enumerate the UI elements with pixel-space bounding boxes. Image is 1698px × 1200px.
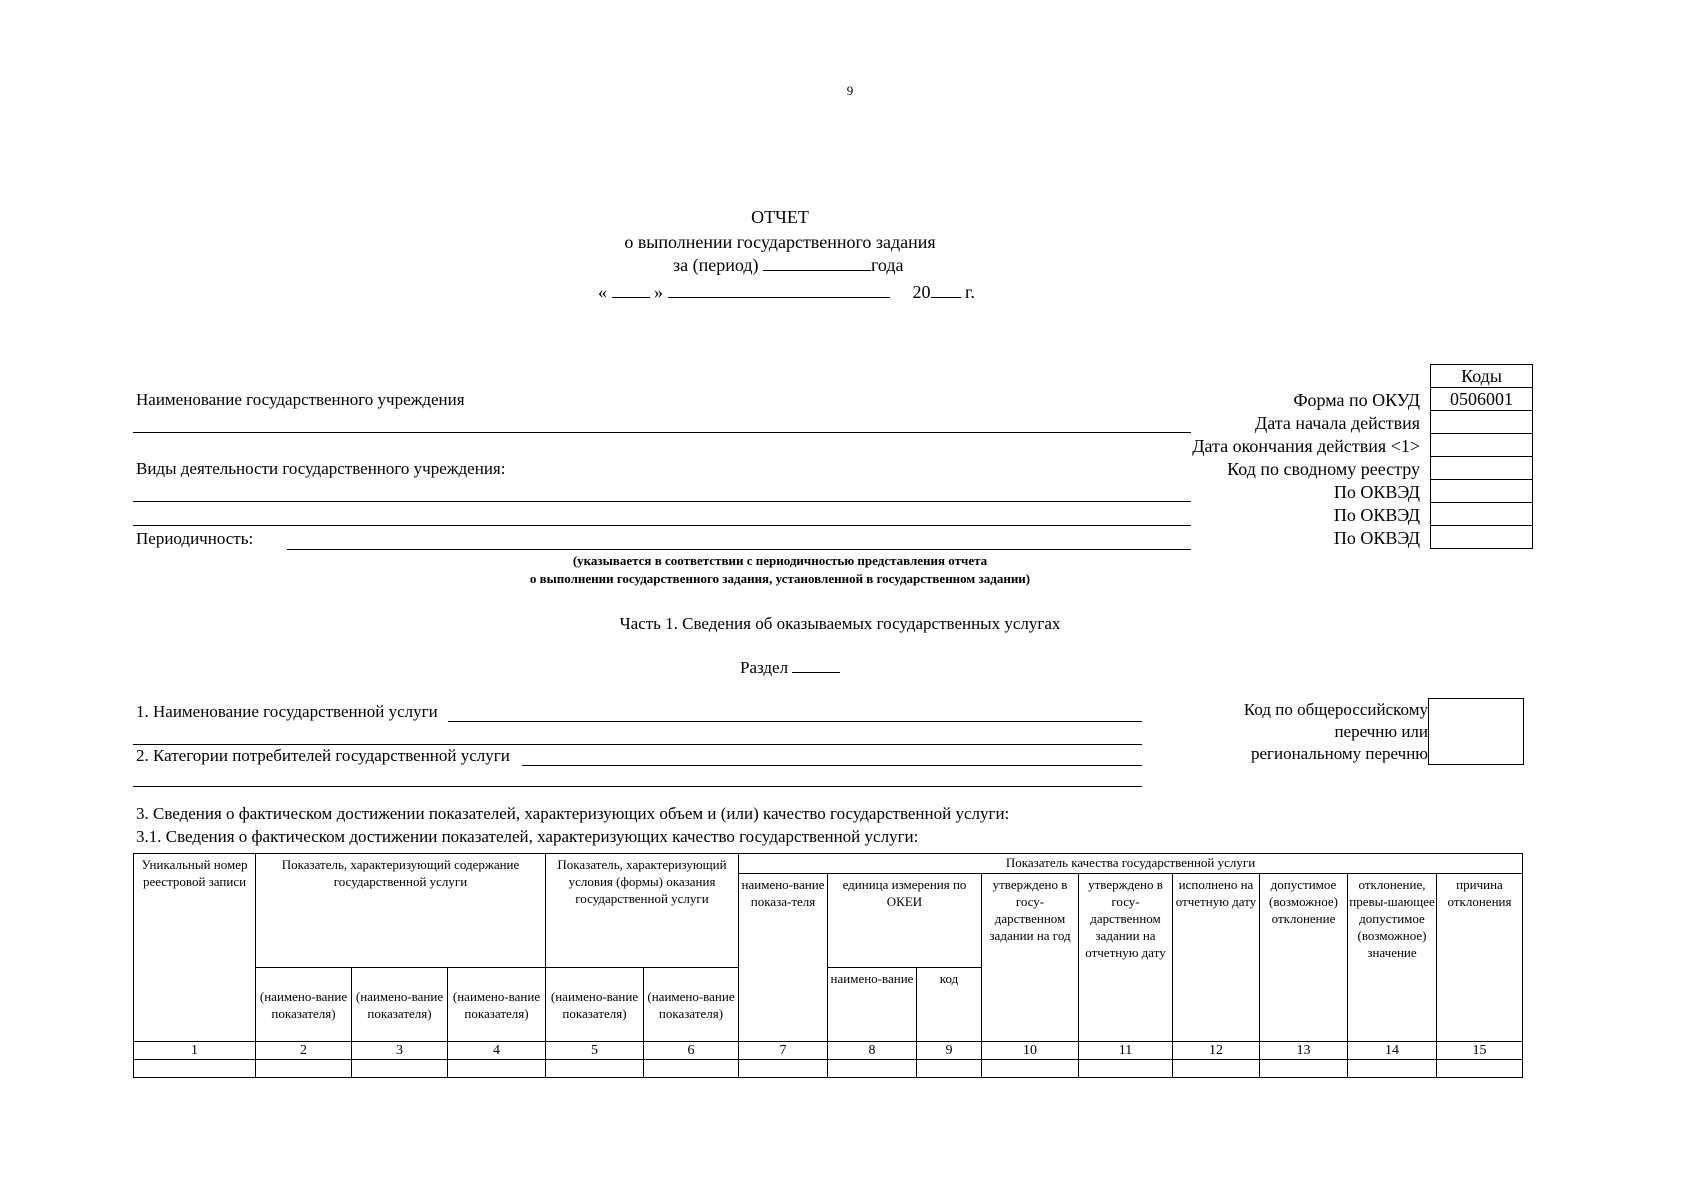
table-row — [134, 1060, 1523, 1078]
label-start-date: Дата начала действия — [1255, 413, 1420, 433]
col-num: 15 — [1437, 1042, 1523, 1060]
col-num: 12 — [1173, 1042, 1260, 1060]
h-unit: единица измерения по ОКЕИ — [828, 874, 982, 968]
year-blank[interactable] — [931, 281, 961, 298]
h-unit-name: наимено-вание — [828, 968, 917, 1042]
institution-name-label: Наименование государственного учреждения — [136, 390, 465, 409]
table-cell[interactable] — [448, 1060, 546, 1078]
h-conditions-indicator: Показатель, характеризующий условия (формы) оказания государственной услуги — [546, 854, 739, 968]
code-registry[interactable] — [1431, 457, 1533, 480]
code-okud[interactable]: 0506001 — [1431, 388, 1533, 411]
table-cell[interactable] — [134, 1060, 256, 1078]
label-okved-3: По ОКВЭД — [1333, 528, 1420, 548]
h-excess-deviation: отклонение, превы-шающее допустимое (возможное) значение — [1348, 874, 1437, 1042]
table-cell[interactable] — [256, 1060, 352, 1078]
periodicity-note-2: о выполнении государственного задания, установленной в государственном задании) — [529, 571, 1031, 586]
report-title: ОТЧЕТ — [751, 207, 809, 227]
col-num: 7 — [739, 1042, 828, 1060]
table-cell[interactable] — [982, 1060, 1079, 1078]
section-label: Раздел — [740, 658, 789, 677]
code-okved-3[interactable] — [1431, 526, 1533, 549]
sub-indicator-4: (наимено-вание показателя) — [448, 968, 546, 1042]
report-subtitle: о выполнении государственного задания — [624, 232, 936, 252]
h-unit-code: код — [917, 968, 982, 1042]
col-num: 10 — [982, 1042, 1079, 1060]
col-num: 2 — [256, 1042, 352, 1060]
table-cell[interactable] — [352, 1060, 448, 1078]
h-approved-date: утверждено в госу-дарственном задании на отчетную дату — [1079, 874, 1173, 1042]
section-line — [740, 656, 840, 678]
h-deviation-reason: причина отклонения — [1437, 874, 1523, 1042]
heading-3-1: 3.1. Сведения о фактическом достижении показателей, характеризующих качество государственной услуги: — [136, 827, 919, 846]
consumer-categories-line-2[interactable] — [133, 786, 1142, 787]
sub-indicator-3: (наимено-вание показателя) — [352, 968, 448, 1042]
consumer-categories-label: 2. Категории потребителей государственной услуги — [136, 746, 510, 765]
col-num: 14 — [1348, 1042, 1437, 1060]
table-cell[interactable] — [739, 1060, 828, 1078]
periodicity-line[interactable] — [287, 549, 1191, 550]
col-num: 4 — [448, 1042, 546, 1060]
registry-code-label-1: Код по общероссийскому — [1243, 700, 1428, 719]
registry-code-box[interactable] — [1428, 698, 1524, 765]
service-name-label: 1. Наименование государственной услуги — [136, 702, 438, 721]
h-content-indicator: Показатель, характеризующий содержание государственной услуги — [256, 854, 546, 968]
codes-labels — [1192, 389, 1420, 550]
report-date-line — [598, 281, 998, 303]
label-okved-2: По ОКВЭД — [1333, 505, 1420, 525]
institution-name-line[interactable] — [133, 432, 1191, 433]
code-start-date[interactable] — [1431, 411, 1533, 434]
h-quality-indicator: Показатель качества государственной услуги — [739, 854, 1523, 874]
date-close-quote: » — [654, 282, 663, 302]
col-num: 9 — [917, 1042, 982, 1060]
h-allowed-deviation: допустимое (возможное) отклонение — [1260, 874, 1348, 1042]
table-cell[interactable] — [828, 1060, 917, 1078]
codes-table — [1430, 364, 1533, 549]
part1-title: Часть 1. Сведения об оказываемых государственных услугах — [619, 614, 1061, 633]
codes-header: Коды — [1431, 365, 1533, 388]
col-num: 11 — [1079, 1042, 1173, 1060]
date-open-quote: « — [598, 282, 607, 302]
activity-line-2[interactable] — [133, 525, 1191, 526]
h-unique-number: Уникальный номер реестровой записи — [134, 854, 256, 1042]
quality-indicators-table — [133, 853, 1523, 1078]
sub-indicator-6: (наимено-вание показателя) — [644, 968, 739, 1042]
service-name-line[interactable] — [448, 721, 1142, 722]
col-num: 1 — [134, 1042, 256, 1060]
table-cell[interactable] — [917, 1060, 982, 1078]
col-num: 13 — [1260, 1042, 1348, 1060]
table-cell[interactable] — [1437, 1060, 1523, 1078]
heading-3: 3. Сведения о фактическом достижении показателей, характеризующих объем и (или) качество государственной услуги: — [136, 804, 1010, 823]
sub-indicator-2: (наимено-вание показателя) — [256, 968, 352, 1042]
consumer-categories-line[interactable] — [522, 765, 1142, 766]
periodicity-label: Периодичность: — [136, 529, 254, 548]
col-num: 3 — [352, 1042, 448, 1060]
registry-code-label — [1244, 699, 1428, 765]
period-suffix: года — [870, 255, 904, 275]
table-cell[interactable] — [1079, 1060, 1173, 1078]
period-prefix: за (период) — [673, 255, 759, 275]
col-num: 8 — [828, 1042, 917, 1060]
section-blank[interactable] — [792, 656, 840, 673]
year-prefix: 20 — [912, 282, 931, 302]
table-cell[interactable] — [1348, 1060, 1437, 1078]
column-numbers-row — [134, 1042, 1523, 1060]
h-approved-year: утверждено в госу-дарственном задании на год — [982, 874, 1079, 1042]
code-okved-1[interactable] — [1431, 480, 1533, 503]
registry-code-label-2: перечню или — [1334, 722, 1428, 741]
label-end-date: Дата окончания действия <1> — [1192, 436, 1420, 456]
periodicity-note-1: (указывается в соответствии с периодичностью представления отчета — [572, 553, 988, 568]
page-number: 9 — [846, 83, 854, 98]
report-period-line — [673, 254, 1013, 276]
code-okved-2[interactable] — [1431, 503, 1533, 526]
sub-indicator-5: (наимено-вание показателя) — [546, 968, 644, 1042]
table-cell[interactable] — [546, 1060, 644, 1078]
code-end-date[interactable] — [1431, 434, 1533, 457]
activity-line-1[interactable] — [133, 501, 1191, 502]
h-indicator-name: наимено-вание показа-теля — [739, 874, 828, 1042]
col-num: 6 — [644, 1042, 739, 1060]
label-okved-1: По ОКВЭД — [1333, 482, 1420, 502]
registry-code-label-3: региональному перечню — [1250, 744, 1428, 763]
label-registry: Код по сводному реестру — [1227, 459, 1420, 479]
table-cell[interactable] — [1173, 1060, 1260, 1078]
period-blank[interactable] — [763, 254, 871, 271]
table-cell[interactable] — [644, 1060, 739, 1078]
table-cell[interactable] — [1260, 1060, 1348, 1078]
month-blank[interactable] — [668, 281, 890, 298]
label-okud: Форма по ОКУД — [1293, 390, 1420, 410]
h-executed: исполнено на отчетную дату — [1173, 874, 1260, 1042]
day-blank[interactable] — [612, 281, 650, 298]
activity-types-label: Виды деятельности государственного учреждения: — [136, 459, 506, 478]
year-suffix: г. — [965, 282, 975, 302]
col-num: 5 — [546, 1042, 644, 1060]
